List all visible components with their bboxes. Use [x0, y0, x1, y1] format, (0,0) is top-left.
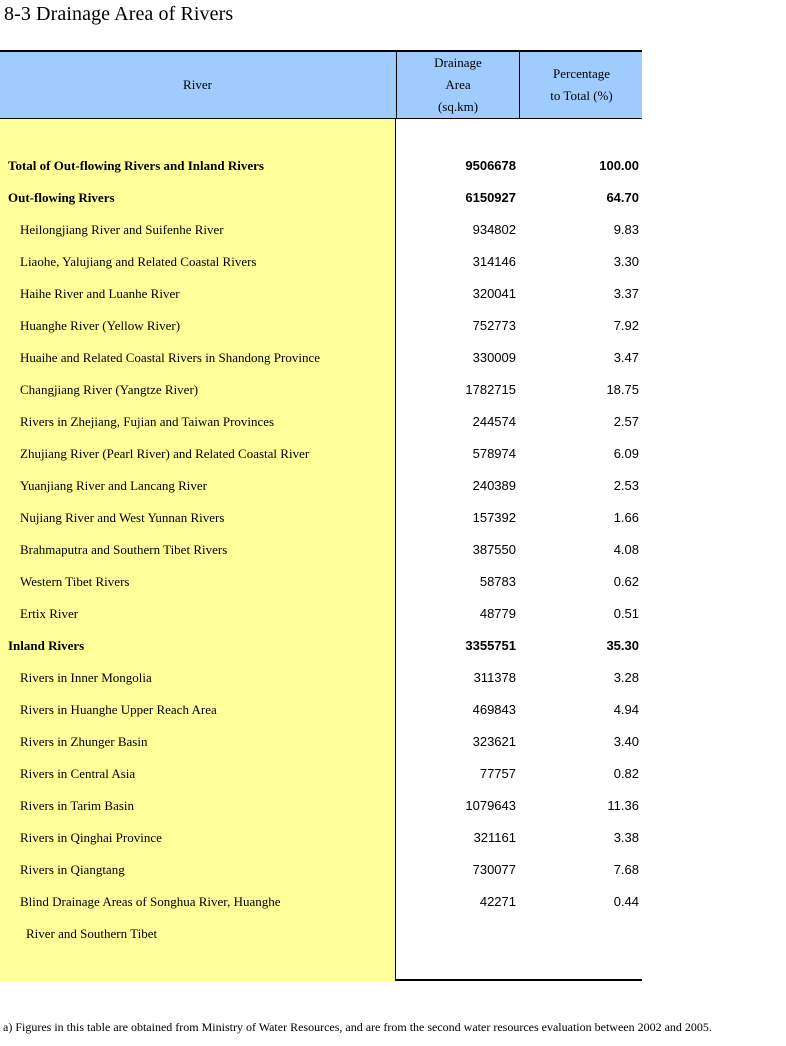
percentage-value: 6.09: [613, 446, 639, 461]
drainage-area-value: 240389: [472, 478, 516, 493]
table-row: [0, 278, 642, 310]
table-row: [0, 342, 642, 374]
table-row: [0, 438, 642, 470]
percentage-value: 3.28: [613, 670, 639, 685]
table-row: [0, 726, 642, 758]
table-row: [0, 502, 642, 534]
river-name: Rivers in Zhunger Basin: [20, 734, 148, 749]
river-name: River and Southern Tibet: [26, 926, 158, 941]
drainage-area-value: 244574: [472, 414, 516, 429]
river-name: Rivers in Qiangtang: [20, 862, 125, 877]
table-row: [0, 534, 642, 566]
table-row: [0, 566, 642, 598]
percentage-value: 0.82: [613, 766, 639, 781]
drainage-area-value: 314146: [472, 254, 516, 269]
table-row: [0, 790, 642, 822]
drainage-area-value: 330009: [472, 350, 516, 365]
table-row: [0, 694, 642, 726]
river-name: Changjiang River (Yangtze River): [20, 382, 199, 397]
footnote: a) Figures in this table are obtained from Ministry of Water Resources, and are from the second water resources evaluation between 2002 and 2005.: [3, 1020, 712, 1034]
river-name: Huanghe River (Yellow River): [20, 318, 181, 333]
river-name: Rivers in Central Asia: [20, 766, 136, 781]
table-row: [0, 822, 642, 854]
river-name: Brahmaputra and Southern Tibet Rivers: [20, 542, 228, 557]
percentage-value: 3.47: [613, 350, 639, 365]
percentage-value: 3.37: [613, 286, 639, 301]
table-row: [0, 374, 642, 406]
table-row: [0, 662, 642, 694]
table-row: [0, 246, 642, 278]
drainage-area-value: 387550: [472, 542, 516, 557]
column-header-area: [396, 52, 519, 118]
table-row: [0, 886, 642, 918]
column-header-percentage-line: Percentage: [552, 66, 611, 81]
percentage-value: 4.08: [613, 542, 639, 557]
river-name: Liaohe, Yalujiang and Related Coastal Rivers: [20, 254, 257, 269]
drainage-area-value: 77757: [479, 766, 516, 781]
column-header-area-line: Area: [445, 77, 471, 92]
river-name: Rivers in Tarim Basin: [20, 798, 135, 813]
drainage-area-value: 1782715: [465, 382, 516, 397]
river-name: Rivers in Qinghai Province: [20, 830, 162, 845]
drainage-area-value: 469843: [472, 702, 516, 717]
table-row: [0, 182, 642, 214]
table-row: [0, 758, 642, 790]
river-name: Zhujiang River (Pearl River) and Related Coastal River: [20, 446, 310, 461]
percentage-value: 9.83: [613, 222, 639, 237]
river-name: Rivers in Zhejiang, Fujian and Taiwan Provinces: [20, 414, 275, 429]
percentage-value: 2.53: [613, 478, 639, 493]
drainage-area-value: 311378: [473, 670, 516, 685]
percentage-value: 3.40: [613, 734, 639, 749]
river-name: Total of Out-flowing Rivers and Inland Rivers: [8, 158, 264, 173]
percentage-value: 64.70: [606, 190, 639, 205]
percentage-value: 7.68: [613, 862, 639, 877]
drainage-table: [0, 50, 642, 981]
percentage-value: 0.62: [613, 574, 639, 589]
drainage-area-value: 6150927: [465, 190, 516, 205]
river-name: Yuanjiang River and Lancang River: [20, 478, 207, 493]
column-header-percentage-line: to Total (%): [550, 88, 613, 103]
percentage-value: 3.30: [613, 254, 639, 269]
column-header-area-line: (sq.km): [437, 99, 479, 114]
table-header: [0, 52, 642, 119]
percentage-value: 7.92: [613, 318, 639, 333]
column-header-percentage: [519, 52, 643, 118]
drainage-area-value: [396, 918, 516, 950]
table-row: [0, 598, 642, 630]
drainage-area-value: 9506678: [465, 158, 516, 173]
percentage-value: 4.94: [613, 702, 639, 717]
percentage-value: 18.75: [606, 382, 639, 397]
percentage-value: [519, 918, 639, 950]
table-row: [0, 406, 642, 438]
river-name: Out-flowing Rivers: [8, 190, 115, 205]
drainage-area-value: 752773: [472, 318, 516, 333]
column-header-river: [0, 52, 395, 118]
table-row: [0, 854, 642, 886]
drainage-area-value: 48779: [479, 606, 516, 621]
percentage-value: 2.57: [613, 414, 639, 429]
table-row: [0, 918, 642, 950]
page-title: 8-3 Drainage Area of Rivers: [4, 3, 234, 25]
drainage-area-value: 1079643: [465, 798, 516, 813]
table-row: [0, 214, 642, 246]
drainage-area-value: 157392: [472, 510, 516, 525]
river-name: Rivers in Huanghe Upper Reach Area: [20, 702, 217, 717]
table-row: [0, 470, 642, 502]
percentage-value: 3.38: [613, 830, 639, 845]
river-name: Heilongjiang River and Suifenhe River: [20, 222, 224, 237]
percentage-value: 100.00: [599, 158, 639, 173]
drainage-area-value: 58783: [479, 574, 516, 589]
drainage-area-value: 578974: [472, 446, 516, 461]
drainage-area-value: 730077: [472, 862, 516, 877]
drainage-area-value: 323621: [472, 734, 516, 749]
column-header-river-label: River: [183, 77, 212, 92]
table-row: [0, 150, 642, 182]
river-name: Nujiang River and West Yunnan Rivers: [20, 510, 225, 525]
column-header-area-line: Drainage: [434, 55, 482, 70]
percentage-value: 11.36: [607, 798, 639, 813]
drainage-area-value: 321161: [473, 830, 516, 845]
river-name: Haihe River and Luanhe River: [20, 286, 180, 301]
table-row: [0, 310, 642, 342]
river-name: Rivers in Inner Mongolia: [20, 670, 152, 685]
percentage-value: 0.44: [613, 894, 639, 909]
table-row: [0, 630, 642, 662]
drainage-area-value: 3355751: [465, 638, 516, 653]
river-name: Huaihe and Related Coastal Rivers in Shandong Province: [20, 350, 321, 365]
river-name: Blind Drainage Areas of Songhua River, Huanghe: [20, 894, 281, 909]
drainage-area-value: 42271: [479, 894, 516, 909]
drainage-area-value: 320041: [472, 286, 516, 301]
river-name: Ertix River: [20, 606, 79, 621]
drainage-area-value: 934802: [472, 222, 516, 237]
river-name: Western Tibet Rivers: [20, 574, 130, 589]
percentage-value: 1.66: [613, 510, 639, 525]
river-name: Inland Rivers: [8, 638, 85, 653]
percentage-value: 35.30: [606, 638, 639, 653]
percentage-value: 0.51: [613, 606, 639, 621]
